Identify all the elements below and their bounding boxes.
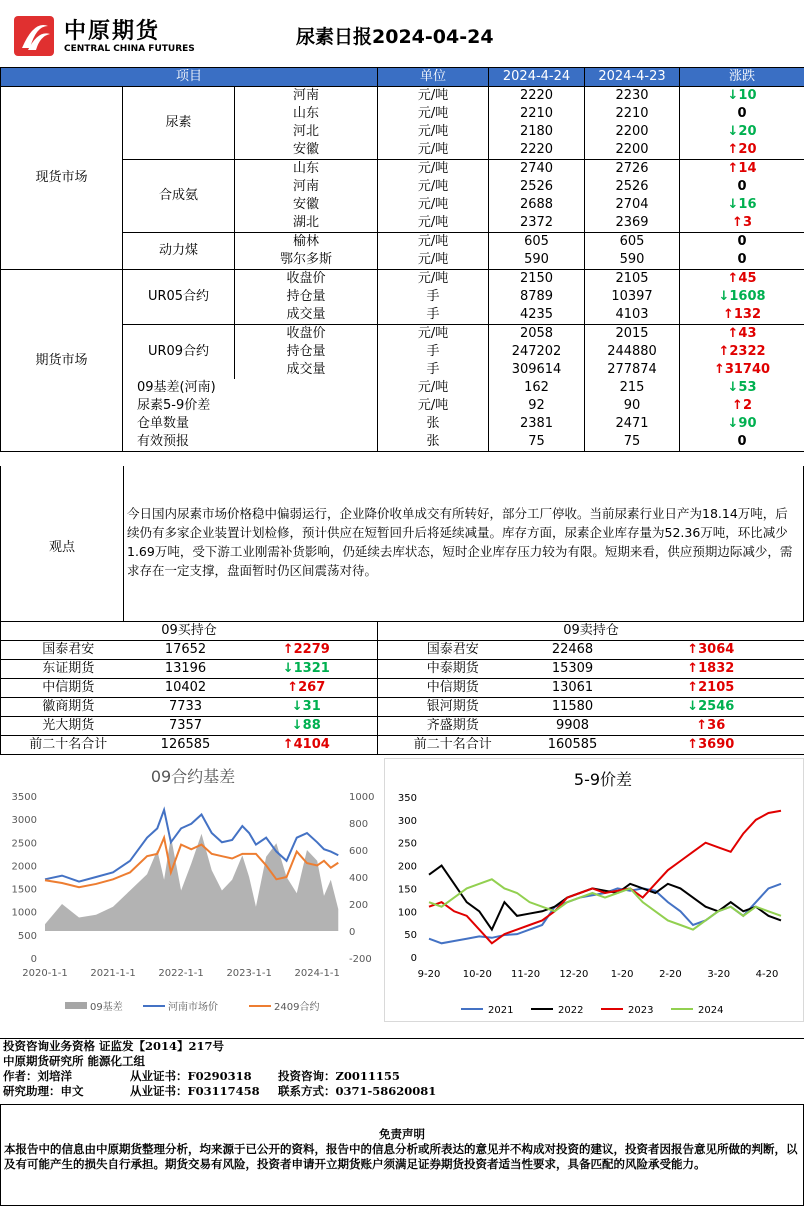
row-date1: 92 [489, 397, 585, 415]
row-change: ↓20 [680, 123, 804, 141]
disclaimer-title: 免责声明 [379, 1127, 425, 1141]
change-arrow-icon: ↑ [727, 326, 739, 341]
logo-mark-icon [14, 16, 54, 56]
legend-label: 2021 [488, 1005, 514, 1016]
row-date2: 244880 [585, 343, 680, 361]
sell-change: ↑36 [696, 718, 726, 733]
sell-volume: 22468 [551, 642, 594, 657]
row-unit: 手 [378, 306, 489, 325]
row-unit: 手 [378, 288, 489, 306]
row-date1: 2381 [489, 415, 585, 433]
sell-name: 中信期货 [426, 680, 479, 695]
row-name: 仓单数量 [123, 415, 378, 433]
row-name: 尿素5-9价差 [123, 397, 378, 415]
buy-name: 光大期货 [42, 718, 95, 733]
row-change: 0 [680, 433, 804, 452]
position-row [1, 736, 804, 755]
row-unit: 元/吨 [378, 141, 489, 160]
author-inv: 投资咨询：Z0011155 [278, 1069, 400, 1083]
change-arrow-icon: ↑ [718, 344, 730, 359]
x-tick: 2022-1-1 [158, 968, 204, 979]
row-unit: 张 [378, 415, 489, 433]
row-unit: 元/吨 [378, 270, 489, 289]
row-date1: 2740 [489, 160, 585, 179]
row-name: 湖北 [235, 214, 378, 233]
row-date2: 2200 [585, 123, 680, 141]
row-date1: 8789 [489, 288, 585, 306]
buy-volume: 126585 [160, 737, 211, 752]
y-tick: 0 [410, 953, 417, 964]
row-date2: 215 [585, 379, 680, 397]
assistant: 研究助理：申文 [3, 1084, 84, 1098]
row-change: ↑2 [680, 397, 804, 415]
sell-name: 前二十名合计 [413, 737, 492, 752]
y-right-tick: 600 [349, 846, 369, 857]
row-date1: 2220 [489, 87, 585, 106]
x-tick: 2024-1-1 [294, 968, 340, 979]
buy-volume: 13196 [164, 661, 207, 676]
row-name: 有效预报 [123, 433, 378, 452]
sell-name: 银河期货 [426, 699, 479, 714]
legend-swatch [65, 1002, 87, 1009]
y-right-tick: 0 [349, 927, 356, 938]
row-date2: 277874 [585, 361, 680, 379]
y-right-tick: 200 [349, 900, 369, 911]
row-unit: 元/吨 [378, 379, 489, 397]
row-change: ↑3 [680, 214, 804, 233]
row-date1: 590 [489, 251, 585, 270]
row-name: 安徽 [235, 196, 378, 214]
disclaimer-box [0, 1104, 804, 1206]
change-arrow-icon: ↑ [732, 398, 743, 413]
change-arrow-icon: ↓ [687, 699, 699, 714]
logo [14, 16, 54, 56]
row-date2: 2471 [585, 415, 680, 433]
legend-label: 河南市场价 [168, 1002, 218, 1013]
org: 中原期货研究所 能源化工组 [3, 1054, 146, 1068]
y-tick: 150 [397, 884, 417, 896]
row-unit: 元/吨 [378, 233, 489, 252]
group-ammonia: 合成氨 [123, 160, 235, 233]
row-unit: 元/吨 [378, 178, 489, 196]
row-unit: 元/吨 [378, 123, 489, 141]
row-change: ↓10 [680, 87, 804, 106]
sell-change: ↑3064 [687, 642, 735, 657]
row-date1: 2220 [489, 141, 585, 160]
table-row [1, 87, 804, 106]
table-row [1, 270, 804, 289]
row-unit: 元/吨 [378, 214, 489, 233]
change-arrow-icon: ↑ [687, 737, 699, 752]
x-tick: 9-20 [417, 969, 441, 980]
table-header [1, 68, 804, 87]
col-item: 项目 [1, 68, 378, 87]
change-arrow-icon: ↓ [727, 88, 739, 103]
buy-name: 中信期货 [42, 680, 95, 695]
change-arrow-icon: ↑ [713, 362, 725, 377]
buy-name: 东证期货 [42, 661, 95, 676]
change-arrow-icon: ↓ [727, 197, 739, 212]
row-name: 山东 [235, 105, 378, 123]
positions-table [0, 621, 804, 755]
row-date2: 2704 [585, 196, 680, 214]
sell-change: ↑1832 [687, 661, 735, 676]
change-arrow-icon: ↑ [696, 718, 708, 733]
row-date1: 4235 [489, 306, 585, 325]
y-left-tick: 1500 [11, 884, 37, 896]
y-tick: 300 [397, 815, 417, 827]
y-tick: 50 [404, 930, 417, 942]
change-arrow-icon: ↑ [727, 142, 739, 157]
row-date2: 10397 [585, 288, 680, 306]
position-row [1, 717, 804, 736]
sell-change: ↑2105 [687, 680, 735, 695]
row-date2: 590 [585, 251, 680, 270]
y-left-tick: 500 [17, 930, 37, 942]
y-left-tick: 1000 [11, 907, 37, 919]
row-date1: 2372 [489, 214, 585, 233]
logo-en: CENTRAL CHINA FUTURES [64, 44, 195, 54]
row-name: 收盘价 [235, 325, 378, 344]
row-date1: 247202 [489, 343, 585, 361]
change-arrow-icon: ↑ [687, 680, 699, 695]
row-change: 0 [680, 233, 804, 252]
position-row [1, 679, 804, 698]
buy-title: 09买持仓 [1, 622, 378, 641]
row-date1: 2210 [489, 105, 585, 123]
change-arrow-icon: ↑ [727, 161, 739, 176]
change-arrow-icon: ↑ [727, 271, 739, 286]
row-name: 成交量 [235, 306, 378, 325]
row-unit: 元/吨 [378, 105, 489, 123]
row-date1: 162 [489, 379, 585, 397]
change-arrow-icon: ↓ [718, 289, 730, 304]
change-arrow-icon: ↓ [727, 124, 739, 139]
change-arrow-icon: ↓ [291, 718, 303, 733]
view-text: 今日国内尿素市场价格稳中偏弱运行，企业降价收单成交有所转好，部分工厂停收。当前尿素行业日产为18.14万吨，后续仍有多家企业装置计划检修，预计供应在短暂回升后将延续减量。库存方面，尿素企业库存量为52.36万吨，环比减少1.69万吨，受下游工业刚需补货影响，仍延续去库状态，短时企业库存压力较为有限。短期来看，供应预期边际减少，需求存在一定支撑，盘面暂时仍区间震荡对待。 [127, 506, 793, 578]
row-change: ↑45 [680, 270, 804, 289]
futures-market-label: 期货市场 [1, 270, 123, 452]
row-date2: 2726 [585, 160, 680, 179]
buy-change: ↑2279 [236, 641, 378, 660]
sell-volume: 160585 [547, 737, 598, 752]
row-date1: 2150 [489, 270, 585, 289]
page-title: 尿素日报2024-04-24 [296, 26, 494, 48]
x-tick: 11-20 [511, 969, 541, 980]
view-label: 观点 [48, 540, 75, 555]
change-arrow-icon: ↑ [282, 642, 294, 657]
row-change: ↓90 [680, 415, 804, 433]
buy-name: 国泰君安 [42, 642, 95, 657]
sell-volume: 11580 [551, 699, 594, 714]
y-tick: 100 [397, 907, 417, 919]
change-arrow-icon: ↑ [732, 215, 743, 230]
group-coal: 动力煤 [123, 233, 235, 270]
spot-market-label: 现货市场 [1, 87, 123, 270]
row-unit: 元/吨 [378, 196, 489, 214]
row-date1: 605 [489, 233, 585, 252]
group-ur09: UR09合约 [123, 325, 235, 380]
buy-change: ↓88 [236, 717, 378, 736]
sell-name: 国泰君安 [426, 642, 479, 657]
x-tick: 4-20 [755, 969, 779, 980]
x-tick: 2021-1-1 [90, 968, 136, 979]
row-name: 鄂尔多斯 [235, 251, 378, 270]
row-date2: 2200 [585, 141, 680, 160]
x-tick: 2020-1-1 [22, 968, 68, 979]
col-date2: 2024-4-23 [585, 68, 680, 87]
buy-volume: 17652 [164, 642, 207, 657]
y-tick: 250 [397, 838, 417, 850]
y-left-tick: 2500 [11, 838, 37, 850]
position-row [1, 698, 804, 717]
sell-change: ↑3690 [687, 737, 735, 752]
buy-volume: 7733 [168, 699, 203, 714]
row-date2: 2230 [585, 87, 680, 106]
row-date2: 605 [585, 233, 680, 252]
x-tick: 12-20 [559, 969, 589, 980]
row-unit: 元/吨 [378, 160, 489, 179]
row-change: 0 [680, 105, 804, 123]
y-tick: 200 [397, 861, 417, 873]
sell-title: 09卖持仓 [563, 623, 619, 638]
row-name: 河北 [235, 123, 378, 141]
row-unit: 手 [378, 343, 489, 361]
row-change: ↓53 [680, 379, 804, 397]
row-change: 0 [680, 178, 804, 196]
sell-volume: 9908 [555, 718, 590, 733]
buy-change: ↑267 [236, 679, 378, 698]
chart-title: 5-9价差 [573, 770, 633, 789]
row-unit: 张 [378, 433, 489, 452]
row-change: ↓16 [680, 196, 804, 214]
col-unit: 单位 [378, 68, 489, 87]
row-date2: 90 [585, 397, 680, 415]
row-unit: 元/吨 [378, 251, 489, 270]
row-change: ↑31740 [680, 361, 804, 379]
y-tick: 350 [397, 793, 417, 804]
change-arrow-icon: ↓ [727, 380, 739, 395]
buy-change: ↓31 [236, 698, 378, 717]
sell-change: ↓2546 [687, 699, 735, 714]
legend-label: 2409合约 [274, 1002, 320, 1013]
change-arrow-icon: ↑ [287, 680, 299, 695]
row-unit: 元/吨 [378, 325, 489, 344]
row-date1: 2688 [489, 196, 585, 214]
row-change: ↑14 [680, 160, 804, 179]
row-change: ↑20 [680, 141, 804, 160]
buy-volume: 10402 [164, 680, 207, 695]
legend-label: 2022 [558, 1005, 584, 1016]
y-left-tick: 2000 [11, 861, 37, 873]
change-arrow-icon: ↓ [282, 661, 294, 676]
row-name: 持仓量 [235, 288, 378, 306]
row-change: 0 [680, 251, 804, 270]
buy-change: ↓1321 [236, 660, 378, 679]
row-date1: 2180 [489, 123, 585, 141]
y-right-tick: 800 [349, 819, 369, 830]
y-left-tick: 3000 [11, 815, 37, 827]
row-date2: 4103 [585, 306, 680, 325]
sell-name: 齐盛期货 [426, 718, 479, 733]
x-tick: 2-20 [659, 969, 682, 980]
series-line [429, 811, 781, 944]
change-arrow-icon: ↑ [687, 642, 699, 657]
row-name: 山东 [235, 160, 378, 179]
spread-chart [384, 758, 804, 1022]
legend-label: 09基差 [90, 1002, 123, 1013]
row-unit: 元/吨 [378, 87, 489, 106]
row-name: 安徽 [235, 141, 378, 160]
x-tick: 1-20 [610, 969, 634, 980]
row-date1: 2058 [489, 325, 585, 344]
chart-title: 09合约基差 [150, 767, 236, 786]
author: 作者：刘培洋 [3, 1069, 72, 1083]
buy-change: ↑4104 [236, 736, 378, 755]
contact: 联系方式：0371-58620081 [278, 1084, 437, 1098]
y-left-tick: 0 [30, 954, 37, 965]
change-arrow-icon: ↓ [727, 416, 739, 431]
y-left-tick: 3500 [11, 792, 37, 803]
row-unit: 元/吨 [378, 397, 489, 415]
y-right-tick: 1000 [349, 792, 375, 803]
row-change: ↑132 [680, 306, 804, 325]
row-change: ↑2322 [680, 343, 804, 361]
legend-label: 2023 [628, 1005, 654, 1016]
legend-label: 2024 [698, 1005, 724, 1016]
position-row [1, 641, 804, 660]
col-change: 涨跌 [680, 68, 804, 87]
row-name: 河南 [235, 87, 378, 106]
x-tick: 10-20 [462, 969, 492, 980]
row-date1: 75 [489, 433, 585, 452]
sell-name: 中泰期货 [426, 661, 479, 676]
row-name: 河南 [235, 178, 378, 196]
buy-volume: 7357 [168, 718, 203, 733]
row-date2: 2210 [585, 105, 680, 123]
change-arrow-icon: ↑ [722, 307, 734, 322]
disclaimer-text: 本报告中的信息由中原期货整理分析，均来源于已公开的资料，报告中的信息分析或所表达的意见并不构成对投资的建议，投资者因报告意见所做的判断，以及有可能产生的损失自行承担。期货交易有风险，投资者申请开立期货账户须满足证券期货投资者适当性要求，具备匹配的风险承受能力。 [4, 1142, 798, 1171]
row-name: 收盘价 [235, 270, 378, 289]
y-right-tick: -200 [349, 954, 372, 965]
change-arrow-icon: ↓ [291, 699, 303, 714]
assistant-cert: 从业证书：F03117458 [130, 1084, 260, 1098]
col-date1: 2024-4-24 [489, 68, 585, 87]
row-date1: 309614 [489, 361, 585, 379]
row-unit: 手 [378, 361, 489, 379]
change-arrow-icon: ↑ [282, 737, 294, 752]
y-right-tick: 400 [349, 873, 369, 884]
change-arrow-icon: ↑ [687, 661, 699, 676]
row-name: 榆林 [235, 233, 378, 252]
buy-name: 徽商期货 [42, 699, 95, 714]
group-urea: 尿素 [123, 87, 235, 160]
position-row [1, 660, 804, 679]
qualification: 投资咨询业务资格 证监发【2014】217号 [3, 1039, 225, 1053]
sell-volume: 15309 [551, 661, 594, 676]
group-ur05: UR05合约 [123, 270, 235, 325]
buy-name: 前二十名合计 [29, 737, 108, 752]
row-date2: 2105 [585, 270, 680, 289]
x-tick: 3-20 [707, 969, 731, 980]
row-name: 09基差(河南) [123, 379, 378, 397]
row-date2: 2369 [585, 214, 680, 233]
row-name: 持仓量 [235, 343, 378, 361]
row-date1: 2526 [489, 178, 585, 196]
row-date2: 75 [585, 433, 680, 452]
row-change: ↓1608 [680, 288, 804, 306]
sell-volume: 13061 [551, 680, 594, 695]
price-table [0, 67, 804, 452]
row-name: 成交量 [235, 361, 378, 379]
row-date2: 2526 [585, 178, 680, 196]
basis-chart [3, 758, 383, 1020]
logo-cn: 中原期货 [64, 19, 161, 44]
view-section [0, 466, 804, 622]
row-date2: 2015 [585, 325, 680, 344]
x-tick: 2023-1-1 [226, 968, 272, 979]
author-cert: 从业证书：F0290318 [130, 1069, 252, 1083]
row-change: ↑43 [680, 325, 804, 344]
